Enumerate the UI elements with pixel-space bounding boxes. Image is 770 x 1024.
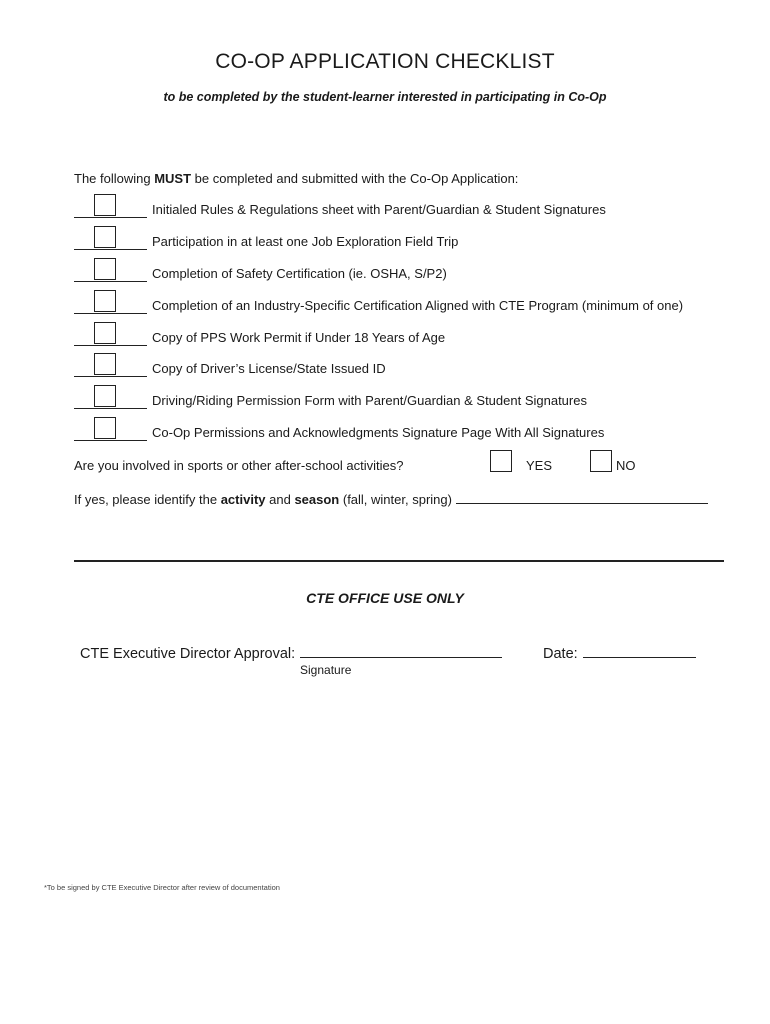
- checklist-item-label: Participation in at least one Job Exploration Field Trip: [152, 234, 459, 249]
- initial-line[interactable]: [74, 408, 147, 409]
- checklist-item-label: Initialed Rules & Regulations sheet with Parent/Guardian & Student Signatures: [152, 202, 606, 217]
- checklist-item-label: Copy of Driver’s License/State Issued ID: [152, 361, 386, 376]
- initial-line[interactable]: [74, 281, 147, 282]
- checklist-item: [74, 293, 754, 317]
- checklist-item-label: Copy of PPS Work Permit if Under 18 Years of Age: [152, 330, 446, 345]
- signature-line[interactable]: [300, 643, 502, 658]
- date-line[interactable]: [583, 643, 696, 658]
- checklist-checkbox[interactable]: [94, 226, 116, 248]
- intro-text: [74, 171, 518, 186]
- if-yes-text-3: (fall, winter, spring): [339, 492, 452, 507]
- initial-line[interactable]: [74, 345, 147, 346]
- checklist-item-label: Completion of an Industry-Specific Certification Aligned with CTE Program (minimum of one): [152, 298, 684, 313]
- if-yes-text-2: and: [265, 492, 295, 507]
- if-yes-text-1: If yes, please identify the: [74, 492, 221, 507]
- form-subtitle: to be completed by the student-learner interested in participating in Co-Op: [163, 90, 607, 104]
- checklist-checkbox[interactable]: [94, 194, 116, 216]
- initial-line[interactable]: [74, 217, 147, 218]
- if-yes-prompt: [74, 491, 708, 507]
- checklist-item-label: Co-Op Permissions and Acknowledgments Signature Page With All Signatures: [152, 425, 605, 440]
- no-checkbox[interactable]: [590, 450, 612, 472]
- date-field: [543, 643, 696, 662]
- checklist-item-label: Completion of Safety Certification (ie. OSHA, S/P2): [152, 266, 447, 281]
- yes-label: YES: [526, 458, 553, 473]
- office-use-heading: CTE OFFICE USE ONLY: [306, 590, 464, 606]
- no-label: NO: [616, 458, 636, 473]
- signature-caption: Signature: [300, 663, 352, 677]
- initial-line[interactable]: [74, 440, 147, 441]
- checklist-checkbox[interactable]: [94, 417, 116, 439]
- checklist-checkbox[interactable]: [94, 258, 116, 280]
- season-emphasis: season: [294, 492, 340, 507]
- checklist-checkbox[interactable]: [94, 322, 116, 344]
- form-title: CO-OP APPLICATION CHECKLIST: [215, 50, 555, 73]
- date-label: Date:: [543, 646, 578, 662]
- initial-line[interactable]: [74, 313, 147, 314]
- footnote: *To be signed by CTE Executive Director after review of documentation: [44, 883, 280, 892]
- yes-checkbox[interactable]: [490, 450, 512, 472]
- activities-question: Are you involved in sports or other after-school activities?: [74, 458, 404, 473]
- initial-line[interactable]: [74, 376, 147, 377]
- approval-field: [80, 643, 502, 662]
- intro-emphasis: MUST: [154, 171, 192, 186]
- checklist-item: [74, 325, 754, 349]
- section-divider: [74, 560, 724, 562]
- activity-season-field[interactable]: [456, 491, 708, 504]
- checklist-checkbox[interactable]: [94, 290, 116, 312]
- checklist-item-label: Driving/Riding Permission Form with Parent/Guardian & Student Signatures: [152, 393, 587, 408]
- initial-line[interactable]: [74, 249, 147, 250]
- checklist-item: [74, 356, 754, 380]
- checklist-item: [74, 420, 754, 444]
- checklist-item: [74, 229, 754, 253]
- checklist-checkbox[interactable]: [94, 353, 116, 375]
- checklist-item: [74, 388, 754, 412]
- intro-before: The following: [74, 171, 155, 186]
- checklist-item: [74, 261, 754, 285]
- checklist-checkbox[interactable]: [94, 385, 116, 407]
- intro-after: be completed and submitted with the Co-Op Application:: [191, 171, 519, 186]
- approval-label: CTE Executive Director Approval:: [80, 646, 296, 662]
- checklist-item: [74, 197, 754, 221]
- activity-emphasis: activity: [220, 492, 266, 507]
